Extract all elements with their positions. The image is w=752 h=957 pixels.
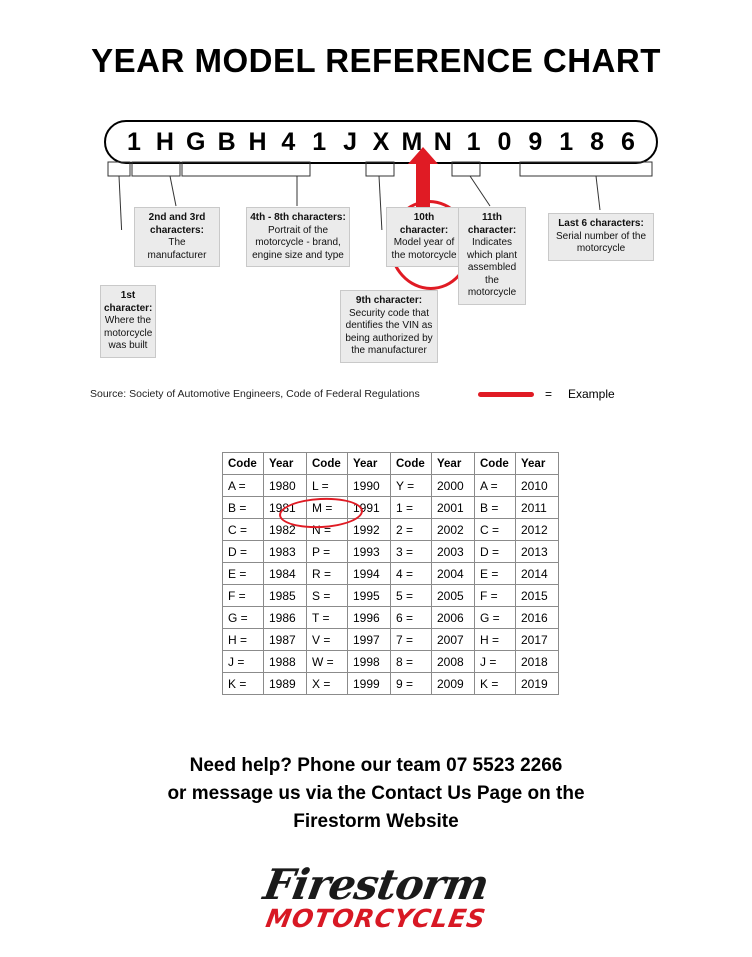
cell-year: 1993 (348, 541, 391, 563)
column-header: Year (264, 453, 307, 475)
table-header-row (223, 453, 559, 475)
cell-year: 2000 (432, 475, 475, 497)
cell-year: 1988 (264, 651, 307, 673)
cell-year: 2006 (432, 607, 475, 629)
table-row (223, 563, 559, 585)
cell-code: E = (475, 563, 516, 585)
cell-code: C = (475, 519, 516, 541)
cell-year: 2003 (432, 541, 475, 563)
cell-year: 1997 (348, 629, 391, 651)
column-header: Code (475, 453, 516, 475)
legend-color-swatch (478, 392, 534, 397)
column-header: Code (391, 453, 432, 475)
cell-year: 1992 (348, 519, 391, 541)
cell-code: K = (475, 673, 516, 695)
callout-heading: Last 6 characters: (558, 218, 644, 229)
table-row (223, 475, 559, 497)
cell-year: 1980 (264, 475, 307, 497)
callout-heading: 1st character: (104, 290, 153, 314)
cell-code: 2 = (391, 519, 432, 541)
vin-char: 4 (281, 127, 296, 156)
cell-year: 2010 (516, 475, 559, 497)
cell-year: 1989 (264, 673, 307, 695)
cell-year: 2011 (516, 497, 559, 519)
cell-year: 2015 (516, 585, 559, 607)
vin-char: 0 (497, 127, 512, 156)
cell-year: 1996 (348, 607, 391, 629)
cell-code: Y = (391, 475, 432, 497)
cell-code: A = (475, 475, 516, 497)
cell-code: D = (475, 541, 516, 563)
callout-body: Model year of the motorcycle (391, 237, 457, 261)
cell-code: 1 = (391, 497, 432, 519)
vin-char: 1 (559, 127, 574, 156)
cell-year: 2018 (516, 651, 559, 673)
cell-year: 1984 (264, 563, 307, 585)
cell-year: 1994 (348, 563, 391, 585)
cell-code: R = (307, 563, 348, 585)
cell-code: F = (223, 585, 264, 607)
cell-year: 2019 (516, 673, 559, 695)
cell-code: J = (223, 651, 264, 673)
vin-char: 9 (528, 127, 543, 156)
callout-char-1 (100, 285, 156, 358)
vin-char: H (248, 127, 267, 156)
vin-char: B (217, 127, 236, 156)
cell-year: 1982 (264, 519, 307, 541)
cell-code: 9 = (391, 673, 432, 695)
cell-year: 2008 (432, 651, 475, 673)
cell-code: W = (307, 651, 348, 673)
cell-code: J = (475, 651, 516, 673)
cell-year: 1985 (264, 585, 307, 607)
cell-code: L = (307, 475, 348, 497)
callout-heading: 9th character: (355, 295, 423, 306)
callout-heading: 4th - 8th characters: (250, 212, 346, 223)
vin-char: 6 (621, 127, 635, 156)
source-note: Source: Society of Automotive Engineers, Code of Federal Regulations (90, 388, 420, 400)
vin-char: 8 (590, 127, 605, 156)
callout-char-9 (340, 290, 438, 363)
table-row-highlighted (223, 497, 559, 519)
cell-code: D = (223, 541, 264, 563)
vin-char-highlighted: M (401, 127, 423, 156)
cell-code: 6 = (391, 607, 432, 629)
callout-body: Security code that dentifies the VIN as being authorized by the manufacturer (345, 307, 433, 356)
vin-char: H (155, 127, 174, 156)
cell-year: 2005 (432, 585, 475, 607)
cell-code: E = (223, 563, 264, 585)
vin-char: N (433, 127, 452, 156)
callout-char-10 (386, 207, 462, 267)
cell-code: H = (223, 629, 264, 651)
cell-code: K = (223, 673, 264, 695)
cell-year: 2009 (432, 673, 475, 695)
column-header: Code (307, 453, 348, 475)
table-row (223, 541, 559, 563)
cell-code: C = (223, 519, 264, 541)
cell-code: X = (307, 673, 348, 695)
column-header: Year (348, 453, 391, 475)
cell-year: 2017 (516, 629, 559, 651)
codes-table (222, 452, 559, 695)
cell-year: 2013 (516, 541, 559, 563)
cell-code: P = (307, 541, 348, 563)
logo-subtitle: MOTORCYCLES (263, 904, 489, 933)
cell-code: M = (307, 497, 348, 519)
table-row (223, 673, 559, 695)
column-header: Year (432, 453, 475, 475)
cell-code: 8 = (391, 651, 432, 673)
firestorm-logo (196, 860, 556, 932)
callout-body: Serial number of the motorcycle (555, 230, 647, 254)
cell-year: 2012 (516, 519, 559, 541)
vin-char: G (186, 127, 206, 156)
logo-brand-name: Firestorm (260, 860, 492, 909)
vin-display (104, 120, 658, 164)
callout-body: Indicates which plant assembled the motorcycle (466, 237, 518, 298)
vin-char: J (343, 127, 358, 156)
cell-code: B = (475, 497, 516, 519)
cell-code: G = (475, 607, 516, 629)
vin-char: 1 (127, 127, 141, 156)
cell-year: 2004 (432, 563, 475, 585)
legend-label: Example (568, 387, 615, 401)
callout-heading: 10th character: (399, 212, 449, 236)
cell-code: S = (307, 585, 348, 607)
cell-code: 3 = (391, 541, 432, 563)
cell-code: H = (475, 629, 516, 651)
callout-char-2-3 (134, 207, 220, 267)
help-line-2: or message us via the Contact Us Page on the (167, 783, 585, 804)
cell-code: 7 = (391, 629, 432, 651)
legend-equals: = (545, 387, 553, 401)
cell-code: 5 = (391, 585, 432, 607)
cell-code: V = (307, 629, 348, 651)
vin-char: X (372, 127, 390, 156)
table-row (223, 651, 559, 673)
cell-code: N = (307, 519, 348, 541)
callout-heading: 11th character: (467, 212, 517, 236)
cell-year: 1987 (264, 629, 307, 651)
cell-year: 1999 (348, 673, 391, 695)
callout-heading: 2nd and 3rd characters: (148, 212, 206, 236)
help-text (0, 752, 752, 836)
cell-year: 1983 (264, 541, 307, 563)
cell-year: 2014 (516, 563, 559, 585)
callout-char-4-8 (246, 207, 350, 267)
vin-char: 1 (466, 127, 481, 156)
vin-box (104, 120, 658, 164)
table-row (223, 519, 559, 541)
table-row (223, 607, 559, 629)
cell-code: G = (223, 607, 264, 629)
column-header: Year (516, 453, 559, 475)
callout-last-6 (548, 213, 654, 261)
cell-year: 2007 (432, 629, 475, 651)
page-title: YEAR MODEL REFERENCE CHART (91, 42, 661, 79)
cell-year: 2016 (516, 607, 559, 629)
callout-body: Where the motorcycle was built (104, 315, 153, 351)
callout-body: The manufacturer (147, 237, 207, 261)
table-row (223, 585, 559, 607)
cell-year: 1986 (264, 607, 307, 629)
year-code-table (222, 452, 559, 695)
help-line-3: Firestorm Website (293, 811, 459, 832)
cell-code: B = (223, 497, 264, 519)
cell-code: 4 = (391, 563, 432, 585)
vin-char: 1 (312, 127, 327, 156)
cell-year: 1998 (348, 651, 391, 673)
cell-year: 1981 (264, 497, 307, 519)
cell-year: 1995 (348, 585, 391, 607)
cell-year: 1990 (348, 475, 391, 497)
cell-code: T = (307, 607, 348, 629)
cell-code: A = (223, 475, 264, 497)
cell-year: 2002 (432, 519, 475, 541)
table-row (223, 629, 559, 651)
help-line-1: Need help? Phone our team 07 5523 2266 (189, 755, 563, 776)
cell-year: 1991 (348, 497, 391, 519)
column-header: Code (223, 453, 264, 475)
callout-char-11 (458, 207, 526, 305)
callout-body: Portrait of the motorcycle - brand, engine size and type (252, 224, 344, 261)
cell-code: F = (475, 585, 516, 607)
cell-year: 2001 (432, 497, 475, 519)
